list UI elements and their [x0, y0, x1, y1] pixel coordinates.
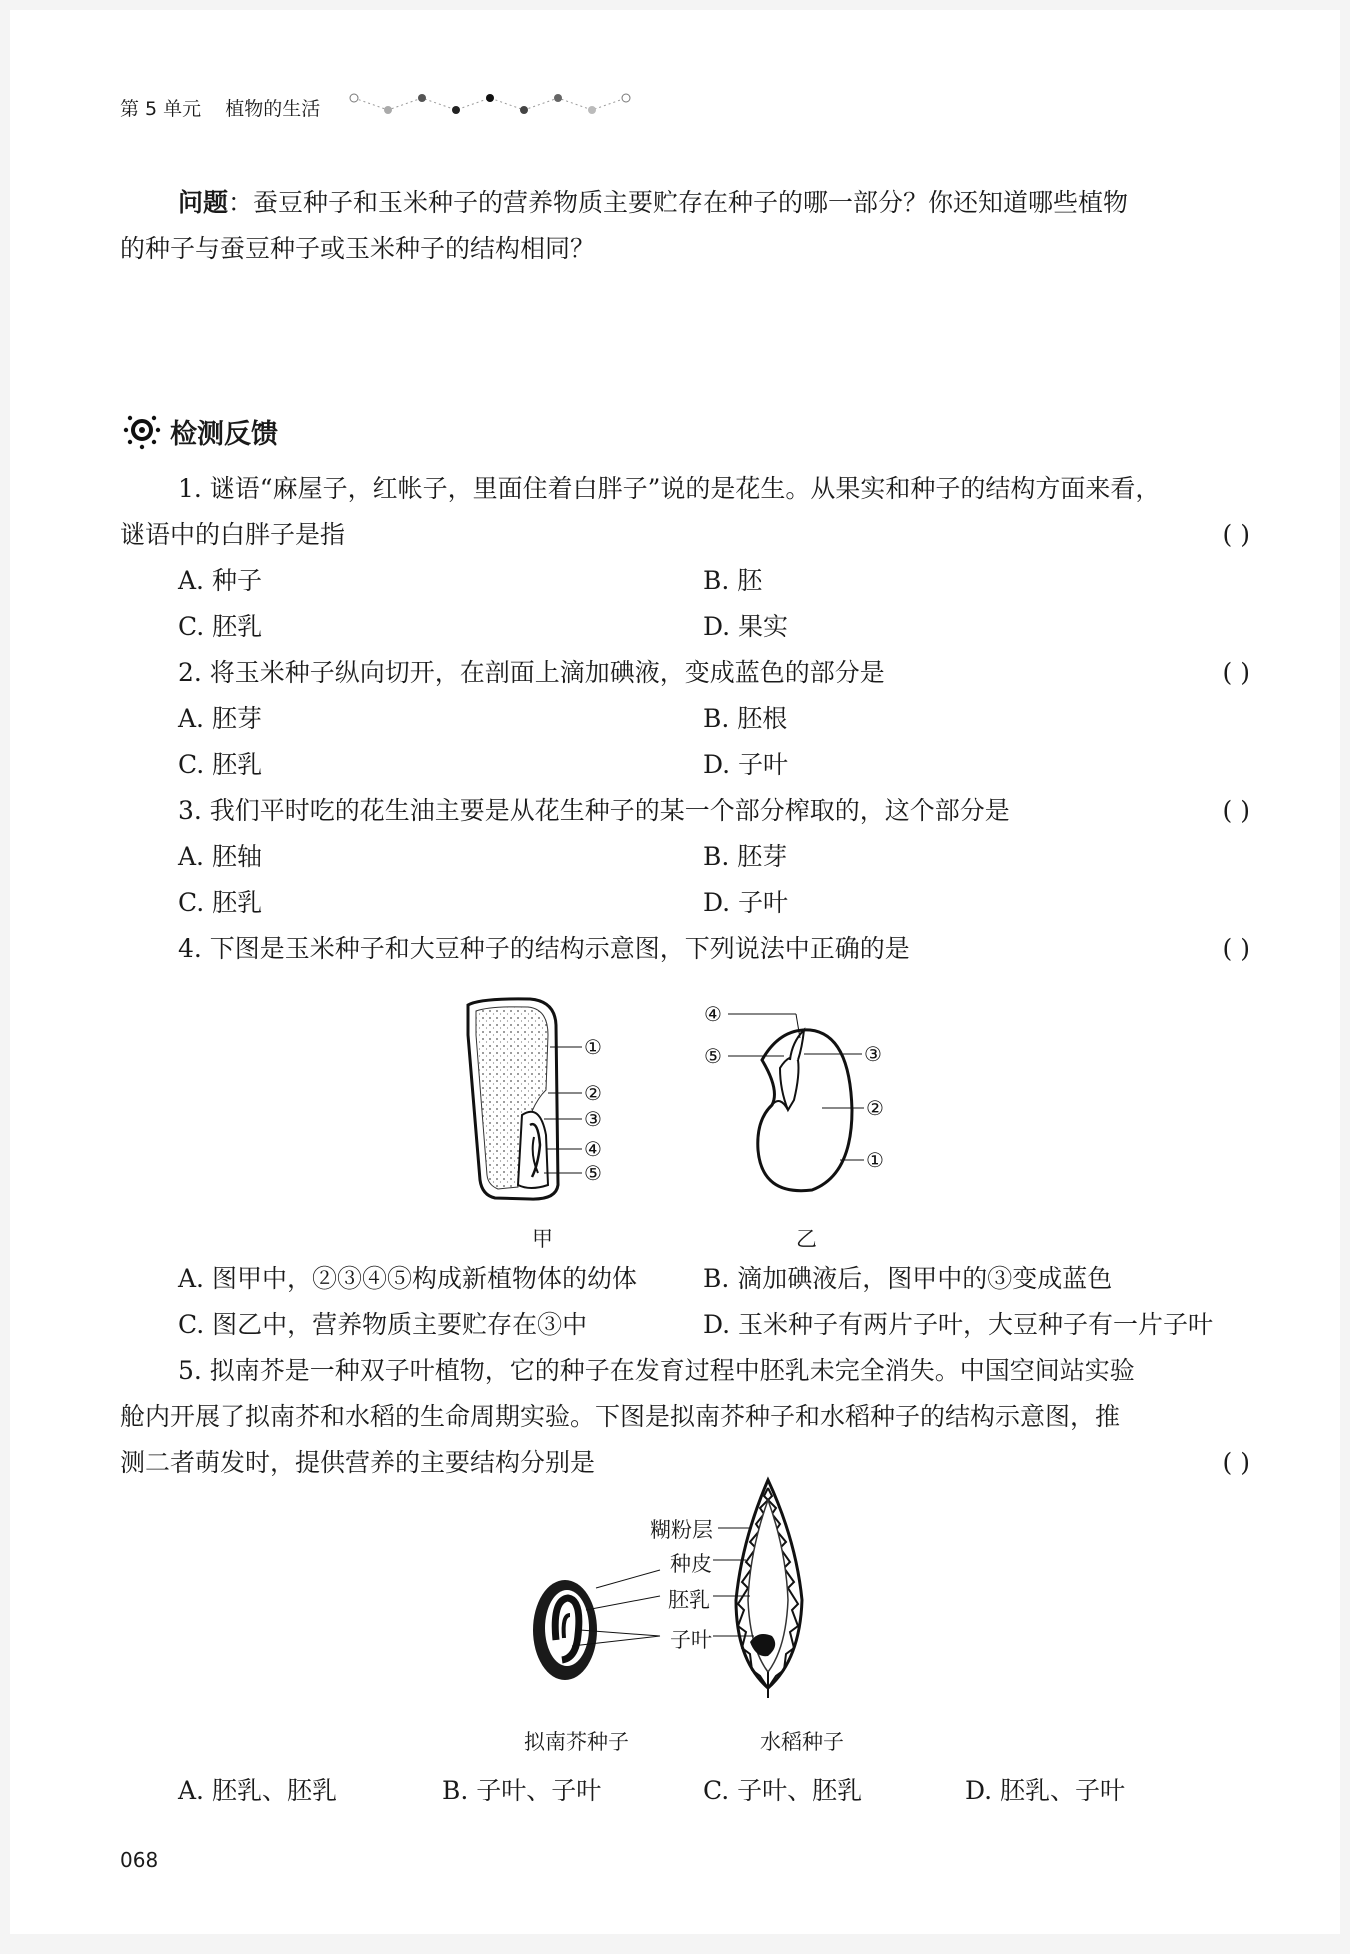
q4-option-b: B. 滴加碘液后，图甲中的③变成蓝色: [703, 1264, 1113, 1293]
unit-label: 第 5 单元: [120, 98, 202, 120]
yi-label-2: ②: [866, 1096, 884, 1120]
fig-jia-caption: 甲: [532, 1227, 553, 1251]
jia-label-4: ④: [584, 1137, 602, 1161]
intro-line-1: ：蚕豆种子和玉米种子的营养物质主要贮存在种子的哪一部分？你还知道哪些植物: [228, 188, 1129, 217]
q1-option-c: C. 胚乳: [178, 612, 263, 641]
q2-option-d: D. 子叶: [703, 750, 789, 779]
label-cotyledon: 子叶: [670, 1628, 712, 1652]
q5-option-c: C. 子叶、胚乳: [703, 1776, 863, 1805]
q1-line-2: 谜语中的白胖子是指 ( ): [120, 512, 1250, 558]
unit-title: 植物的生活: [225, 98, 321, 120]
jia-label-2: ②: [584, 1081, 602, 1105]
section-title: 检测反馈: [170, 419, 278, 450]
q2-option-c: C. 胚乳: [178, 750, 263, 779]
q4-option-d: D. 玉米种子有两片子叶，大豆种子有一片子叶: [703, 1310, 1214, 1339]
jia-label-3: ③: [584, 1107, 602, 1131]
q5-option-d: D. 胚乳、子叶: [965, 1776, 1126, 1805]
q4-line: 4. 下图是玉米种子和大豆种子的结构示意图，下列说法中正确的是 ( ): [120, 926, 1250, 972]
fig-arabidopsis-caption: 拟南芥种子: [524, 1730, 629, 1754]
yi-label-1: ①: [866, 1148, 884, 1172]
page-number: 068: [120, 1848, 159, 1872]
answer-blank: ( ): [1222, 934, 1250, 963]
intro-line-2: 的种子与蚕豆种子或玉米种子的结构相同？: [120, 234, 596, 263]
q2-option-a: A. 胚芽: [178, 704, 262, 733]
q5-option-a: A. 胚乳、胚乳: [178, 1776, 337, 1805]
q1-line-1: 1. 谜语“麻屋子，红帐子，里面住着白胖子”说的是花生。从果实和种子的结构方面来看，: [178, 474, 1161, 503]
answer-blank: ( ): [1222, 1448, 1250, 1477]
q2-option-b: B. 胚根: [703, 704, 788, 733]
sun-icon: [122, 414, 162, 450]
q5-line-3: 测二者萌发时，提供营养的主要结构分别是 ( ): [120, 1440, 1250, 1486]
answer-blank: ( ): [1222, 520, 1250, 549]
q2-line: 2. 将玉米种子纵向切开，在剖面上滴加碘液，变成蓝色的部分是 ( ): [120, 650, 1250, 696]
textbook-page: [10, 10, 1340, 1934]
q5-line-1: 5. 拟南芥是一种双子叶植物，它的种子在发育过程中胚乳未完全消失。中国空间站实验: [178, 1356, 1135, 1385]
corn-seed-diagram: [460, 995, 640, 1220]
header-dots-decoration: [348, 90, 638, 120]
soybean-seed-diagram: [700, 990, 910, 1220]
q4-option-c: C. 图乙中，营养物质主要贮存在③中: [178, 1310, 588, 1339]
yi-label-5: ⑤: [704, 1044, 722, 1068]
yi-label-3: ③: [864, 1042, 882, 1066]
section-heading: [122, 412, 278, 451]
label-seed-coat: 种皮: [670, 1552, 712, 1576]
q1-option-a: A. 种子: [178, 566, 262, 595]
q3-option-b: B. 胚芽: [703, 842, 788, 871]
q1-option-d: D. 果实: [703, 612, 789, 641]
intro-question: [120, 180, 1250, 272]
answer-blank: ( ): [1222, 796, 1250, 825]
q3-line: 3. 我们平时吃的花生油主要是从花生种子的某一个部分榨取的，这个部分是 ( ): [120, 788, 1250, 834]
fig-yi-caption: 乙: [796, 1227, 817, 1251]
q5-option-b: B. 子叶、子叶: [442, 1776, 602, 1805]
running-header: [120, 94, 320, 121]
q5-line-2: 舱内开展了拟南芥和水稻的生命周期实验。下图是拟南芥种子和水稻种子的结构示意图，推: [120, 1402, 1121, 1431]
answer-blank: ( ): [1222, 658, 1250, 687]
yi-label-4: ④: [704, 1002, 722, 1026]
intro-label: 问题: [178, 188, 229, 217]
q3-option-d: D. 子叶: [703, 888, 789, 917]
q4-option-a: A. 图甲中，②③④⑤构成新植物体的幼体: [178, 1264, 637, 1293]
q3-option-c: C. 胚乳: [178, 888, 263, 917]
jia-label-5: ⑤: [584, 1161, 602, 1185]
q3-option-a: A. 胚轴: [178, 842, 262, 871]
jia-label-1: ①: [584, 1035, 602, 1059]
fig-rice-caption: 水稻种子: [760, 1730, 844, 1754]
label-endosperm: 胚乳: [668, 1588, 710, 1612]
label-aleurone-layer: 糊粉层: [650, 1518, 713, 1542]
q1-option-b: B. 胚: [703, 566, 763, 595]
